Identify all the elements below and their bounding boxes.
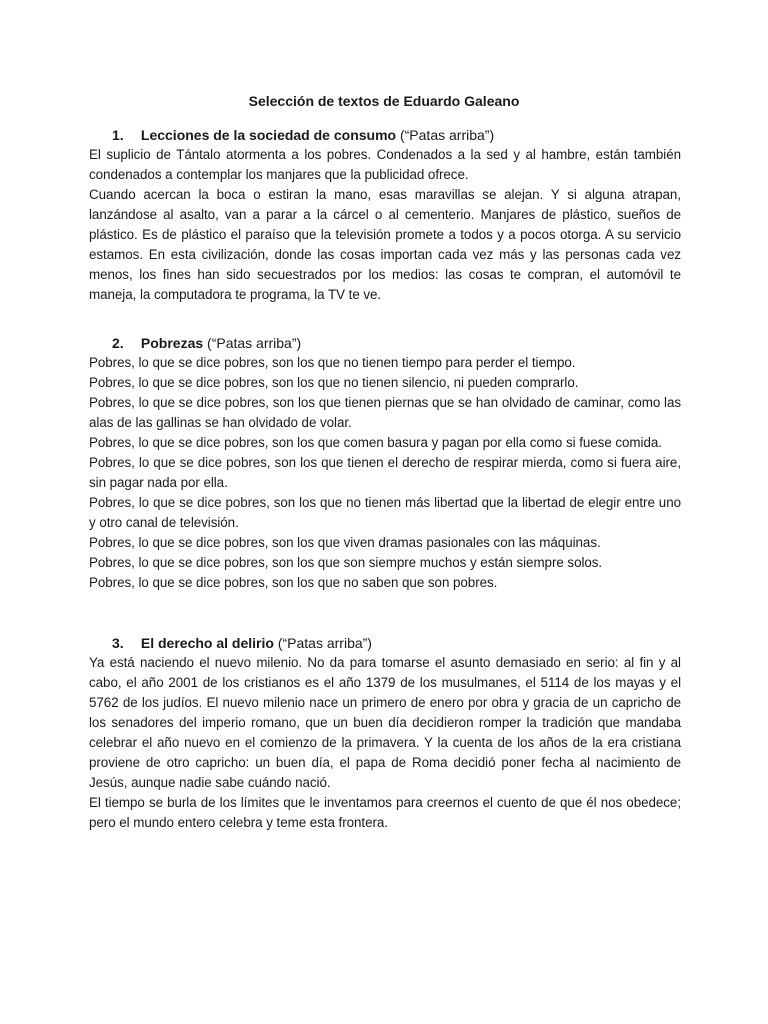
section-title: Lecciones de la sociedad de consumo: [140, 127, 397, 143]
section-source: (“Patas arriba”): [207, 335, 302, 351]
paragraph: Ya está naciendo el nuevo milenio. No da para tomarse el asunto demasiado en serio: al fin y al cabo, el año 2001 de los cristianos es el año 1379 de los musulmanes, el 5114 de los mayas y el 5762 de los judíos. El nuevo milenio nace un primero de enero por obra y gracia de un capricho de los senadores del imperio romano, que un buen día decidieron romper la tradición que mandaba celebrar el año nuevo en el comienzo de la primavera. Y la cuenta de los años de la era cristiana proviene de otro capricho: un buen día, el papa de Roma decidió poner fecha al nacimiento de Jesús, aunque nadie sabe cuándo nació.: [89, 655, 681, 790]
paragraph: Pobres, lo que se dice pobres, son los que tienen el derecho de respirar mierda, como si fuera aire, sin pagar nada por ella.: [89, 455, 681, 490]
paragraph: Pobres, lo que se dice pobres, son los que no tienen más libertad que la libertad de elegir entre uno y otro canal de televisión.: [89, 495, 681, 530]
section-heading: [89, 126, 681, 144]
document-title: Selección de textos de Eduardo Galeano: [248, 93, 520, 109]
section-source: (“Patas arriba”): [277, 635, 372, 651]
paragraph: Pobres, lo que se dice pobres, son los que no saben que son pobres.: [89, 575, 498, 590]
section-number: 1.: [112, 127, 124, 143]
paragraph: El tiempo se burla de los límites que le inventamos para creernos el cuento de que él nos obedece; pero el mundo entero celebra y teme esta frontera.: [89, 795, 681, 830]
section-derecho-al-delirio: [89, 634, 681, 833]
paragraph: Pobres, lo que se dice pobres, son los que son siempre muchos y están siempre solos.: [89, 555, 603, 570]
paragraph: Pobres, lo que se dice pobres, son los que no tienen silencio, ni pueden comprarlo.: [89, 375, 579, 390]
paragraph: Pobres, lo que se dice pobres, son los que no tienen tiempo para perder el tiempo.: [89, 355, 576, 370]
section-pobrezas: [89, 334, 681, 593]
section-source: (“Patas arriba”): [399, 127, 495, 143]
paragraph: Cuando acercan la boca o estiran la mano, esas maravillas se alejan. Y si alguna atrapan, lanzándose al asalto, van a parar a la cárcel o al cementerio. Manjares de plástico, sueños de plástico. Es de plástico el paraíso que la televisión promete a todos y a pocos otorga. A su servicio estamos. En esta civilización, donde las cosas importan cada vez más y las personas cada vez menos, los fines han sido secuestrados por los medios: las cosas te compran, el automóvil te maneja, la computadora te programa, la TV te ve.: [89, 187, 681, 302]
paragraph: El suplicio de Tántalo atormenta a los pobres. Condenados a la sed y al hambre, están también condenados a contemplar los manjares que la publicidad ofrece.: [89, 147, 681, 182]
section-number: 3.: [112, 635, 124, 651]
section-heading: [89, 634, 681, 652]
section-heading: [89, 334, 681, 352]
paragraph: Pobres, lo que se dice pobres, son los que viven dramas pasionales con las máquinas.: [89, 535, 601, 550]
section-title: Pobrezas: [140, 335, 204, 351]
section-lecciones: [89, 126, 681, 305]
paragraph: Pobres, lo que se dice pobres, son los que tienen piernas que se han olvidado de caminar, como las alas de las gallinas se han olvidado de volar.: [89, 395, 681, 430]
paragraph: Pobres, lo que se dice pobres, son los que comen basura y pagan por ella como si fuese comida.: [89, 435, 662, 450]
section-number: 2.: [112, 335, 124, 351]
section-title: El derecho al delirio: [140, 635, 274, 651]
